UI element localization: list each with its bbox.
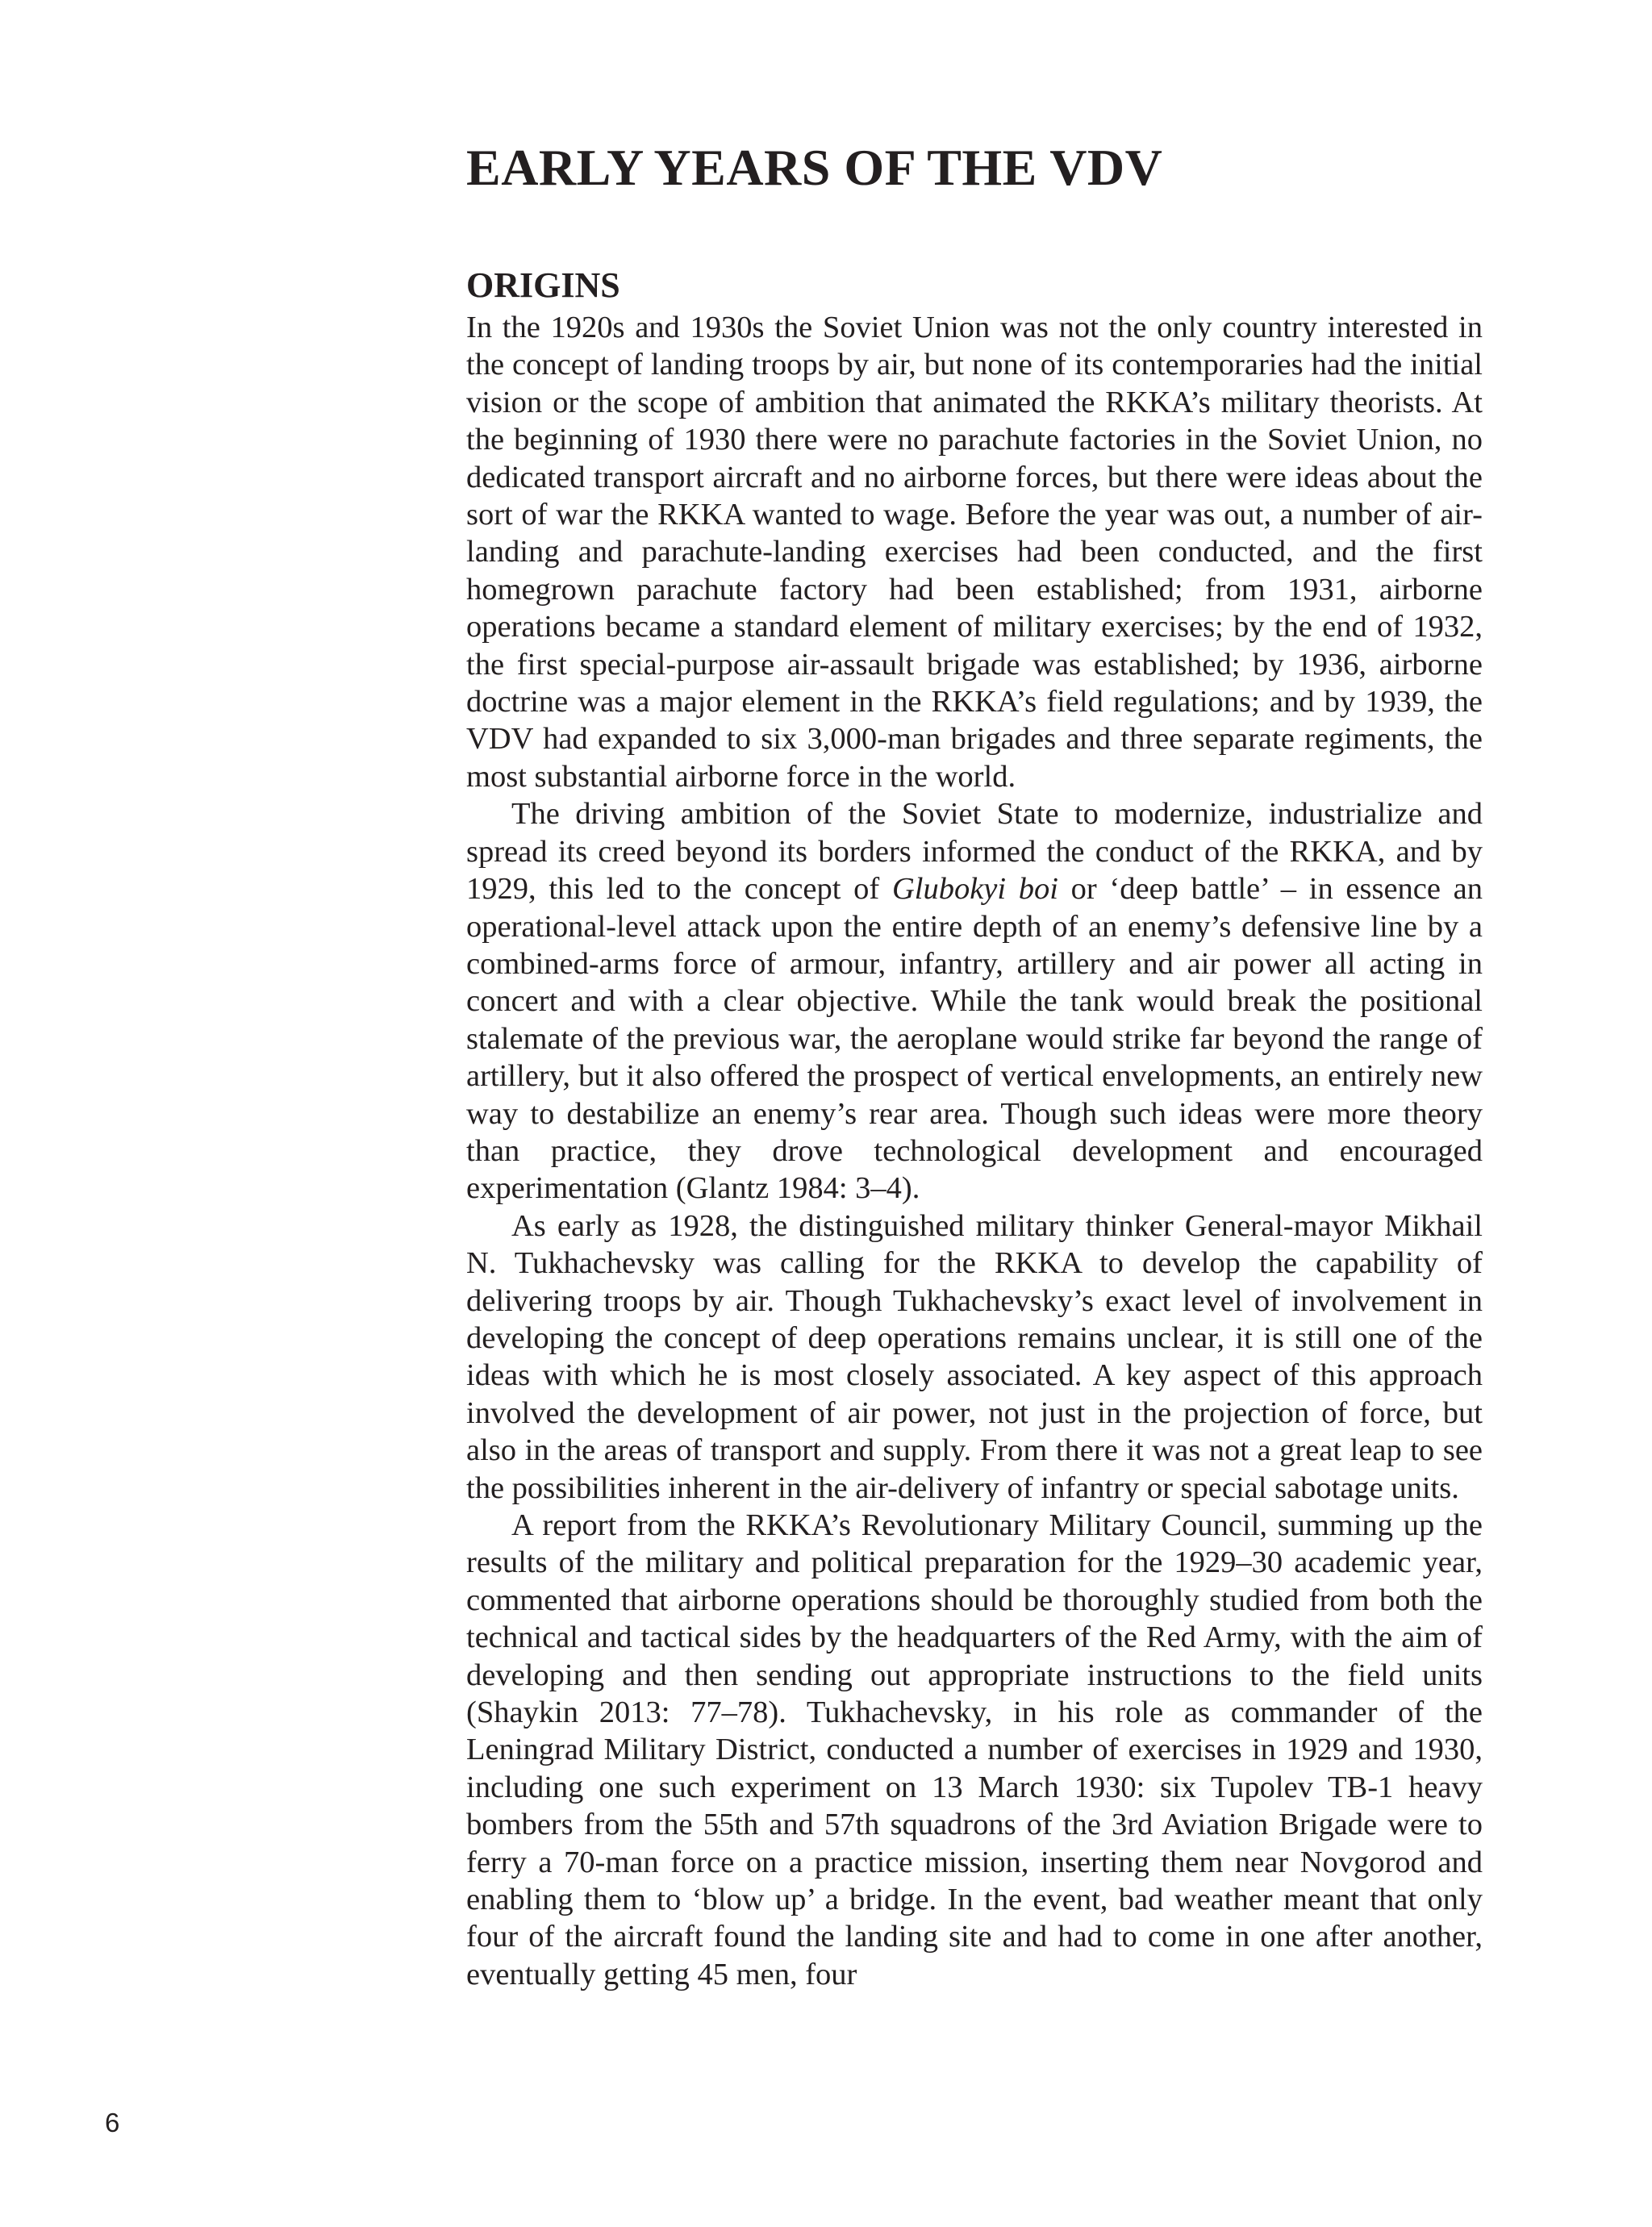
- paragraph-4: A report from the RKKA’s Revolutionary Military Council, summing up the results of the military and political preparation for the 1929–30 academic year, commented that airborne operations should be thoroughly studied from both the technical and tactical sides by the headquarters of the Red Army, with the aim of developing and then sending out appropriate instructions to the field units (Shaykin 2013: 77–78). Tukhachevsky, in his role as commander of the Leningrad Military District, conducted a number of exercises in 1929 and 1930, including one such experiment on 13 March 1930: six Tupolev TB-1 heavy bombers from the 55th and 57th squadrons of the 3rd Aviation Brigade were to ferry a 70-man force on a practice mission, inserting them near Novgorod and enabling them to ‘blow up’ a bridge. In the event, bad weather meant that only four of the aircraft found the landing site and had to come in one after another, eventually getting 45 men, four: [466, 1508, 1483, 1991]
- paragraph-2-text-before: The driving ambition of the Soviet State to modernize, industrialize and spread its creed beyond its borders informed the conduct of the RKKA, and by 1929, this led to the concept of: [466, 797, 1483, 907]
- body-text: [466, 309, 1483, 1993]
- paragraph-2-italic-term: Glubokyi boi: [891, 872, 1058, 907]
- paragraph-3: As early as 1928, the distinguished military thinker General-mayor Mikhail N. Tukhachevsky was calling for the RKKA to develop the capability of delivering troops by air. Though Tukhachevsky’s exact level of involvement in developing the concept of deep operations remains unclear, it is still one of the ideas with which he is most closely associated. A key aspect of this approach involved the development of air power, not just in the projection of force, but also in the areas of transport and supply. From there it was not a great leap to see the possibilities inherent in the air-delivery of infantry or special sabotage units.: [466, 1208, 1483, 1505]
- page-number: 6: [105, 2108, 120, 2137]
- paragraph-2: [466, 795, 1483, 1207]
- paragraph-2-text-after: or ‘deep battle’ – in essence an operational-level attack upon the entire depth of an enemy’s defensive line by a combined-arms force of armour, infantry, artillery and air power all acting in concert and with a clear objective. While the tank would break the positional stalemate of the previous war, the aeroplane would strike far beyond the range of artillery, but it also offered the prospect of vertical envelopments, an entirely new way to destabilize an enemy’s rear area. Though such ideas were more theory than practice, they drove technological development and encouraged experimentation (Glantz 1984: 3–4).: [466, 872, 1483, 1206]
- paragraph-1: In the 1920s and 1930s the Soviet Union was not the only country interested in the concept of landing troops by air, but none of its contemporaries had the initial vision or the scope of ambition that animated the RKKA’s military theorists. At the beginning of 1930 there were no parachute factories in the Soviet Union, no dedicated transport aircraft and no airborne forces, but there were ideas about the sort of war the RKKA wanted to wage. Before the year was out, a number of air-landing and parachute-landing exercises had been conducted, and the first homegrown parachute factory had been established; from 1931, airborne operations became a standard element of military exercises; by the end of 1932, the first special-purpose air-assault brigade was established; by 1936, airborne doctrine was a major element in the RKKA’s field regulations; and by 1939, the VDV had expanded to six 3,000-man brigades and three separate regiments, the most substantial airborne force in the world.: [466, 311, 1483, 794]
- section-heading: ORIGINS: [466, 265, 620, 305]
- chapter-title: EARLY YEARS OF THE VDV: [466, 139, 1163, 196]
